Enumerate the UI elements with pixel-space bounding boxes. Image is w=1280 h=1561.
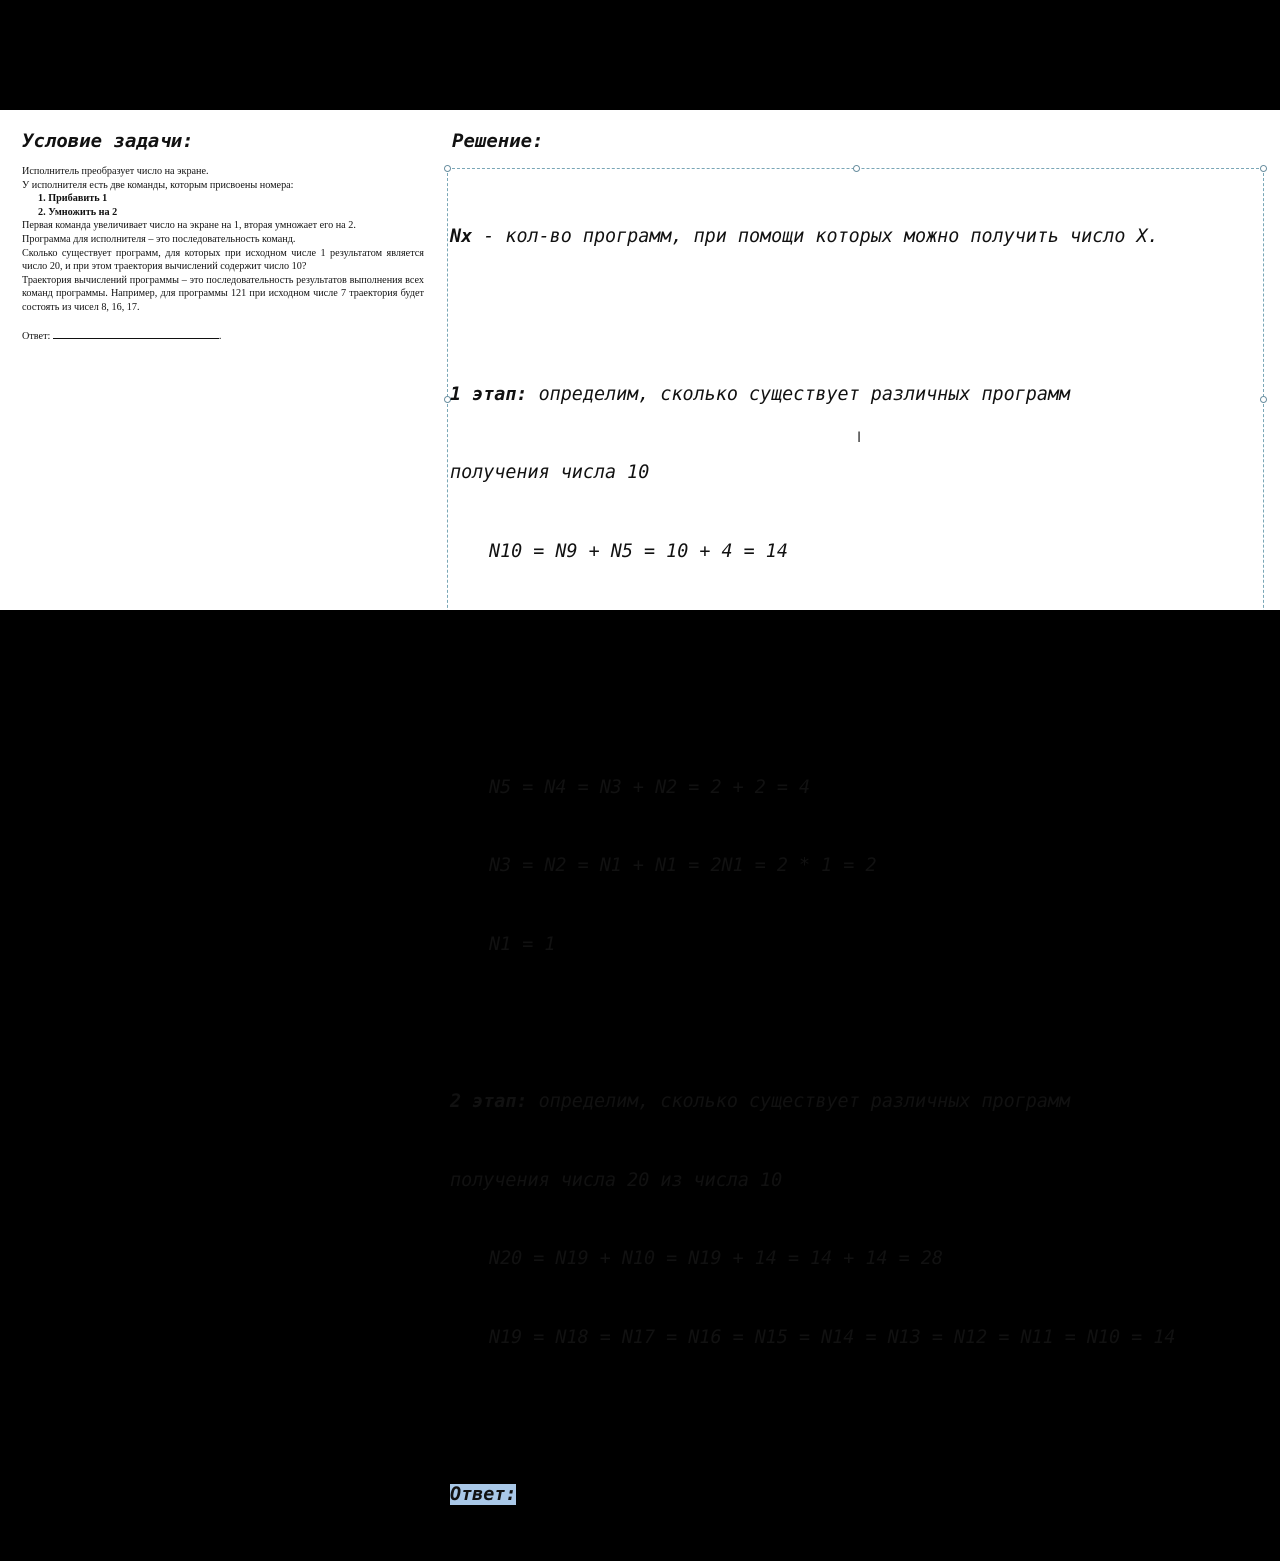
resize-handle-top-right[interactable]: [1260, 165, 1267, 172]
problem-paragraph: У исполнителя есть две команды, которым присвоены номера:: [22, 179, 294, 191]
equation-line: N10 = N9 + N5 = 10 + 4 = 14: [489, 540, 788, 562]
problem-paragraph: Программа для исполнителя – это последовательность команд.: [22, 233, 296, 245]
stage1-text: определим, сколько существует различных программ: [527, 383, 1071, 405]
equation-line: N1 = 1: [489, 933, 556, 955]
stage1-title: [450, 382, 1265, 408]
command-item: 1. Прибавить 1: [38, 193, 108, 205]
problem-column: [22, 130, 424, 342]
stage2-label: 2 этап:: [450, 1090, 528, 1112]
answer-row: [450, 1482, 1265, 1508]
solution-answer-label: Ответ:: [450, 1483, 517, 1505]
stage2-text: определим, сколько существует различных программ: [527, 1090, 1071, 1112]
letterbox-bottom: [0, 610, 1280, 720]
problem-paragraph: Сколько существует программ, для которых при исходном числе 1 результатом является число 20, и при этом траектория вычислений содержит число 10?: [22, 247, 424, 273]
problem-heading: Условие задачи:: [22, 130, 194, 152]
text-cursor-icon: I: [857, 430, 862, 446]
problem-paragraph: Исполнитель преобразует число на экране.: [22, 166, 209, 177]
equation-line: N5 = N4 = N3 + N2 = 2 + 2 = 4: [489, 776, 811, 798]
definition-line: [450, 224, 1265, 250]
letterbox-top: [0, 0, 1280, 110]
stage2-continuation: получения числа 20 из числа 10: [450, 1169, 783, 1191]
stage1-label: 1 этап:: [450, 383, 528, 405]
equation-line: N3 = N2 = N1 + N1 = 2N1 = 2 * 1 = 2: [489, 855, 877, 877]
command-item: 2. Умножить на 2: [38, 206, 118, 218]
problem-paragraph: Траектория вычислений программы – это последовательность результатов выполнения всех команд программы. Например, для программы 121 при исходном числе 7 траектория будет состоять из чисел 8, 16, 17.: [22, 274, 424, 313]
answer-blank[interactable]: [53, 329, 219, 339]
solution-content[interactable]: [450, 172, 1265, 1561]
stage2-title: [450, 1089, 1265, 1115]
problem-paragraph: Первая команда увеличивает число на экране на 1, вторая умножает его на 2.: [22, 220, 356, 232]
definition-text: - кол-во программ, при помощи которых можно получить число X.: [472, 226, 1159, 248]
resize-handle-top-left[interactable]: [444, 165, 451, 172]
solution-heading: Решение:: [452, 130, 544, 152]
stage1-continuation: получения числа 10: [450, 462, 650, 484]
document-page: [0, 110, 1280, 1505]
definition-term: Nx: [450, 226, 473, 248]
answer-label: Ответ:: [22, 330, 51, 342]
resize-handle-top-middle[interactable]: [853, 165, 860, 172]
answer-line: [22, 329, 424, 342]
problem-text: [22, 165, 424, 315]
answer-suffix: .: [218, 330, 222, 342]
equation-line: N19 = N18 = N17 = N16 = N15 = N14 = N13 = N12 = N11 = N10 = 14: [489, 1326, 1176, 1348]
equation-line: N20 = N19 + N10 = N19 + 14 = 14 + 14 = 28: [489, 1248, 943, 1270]
